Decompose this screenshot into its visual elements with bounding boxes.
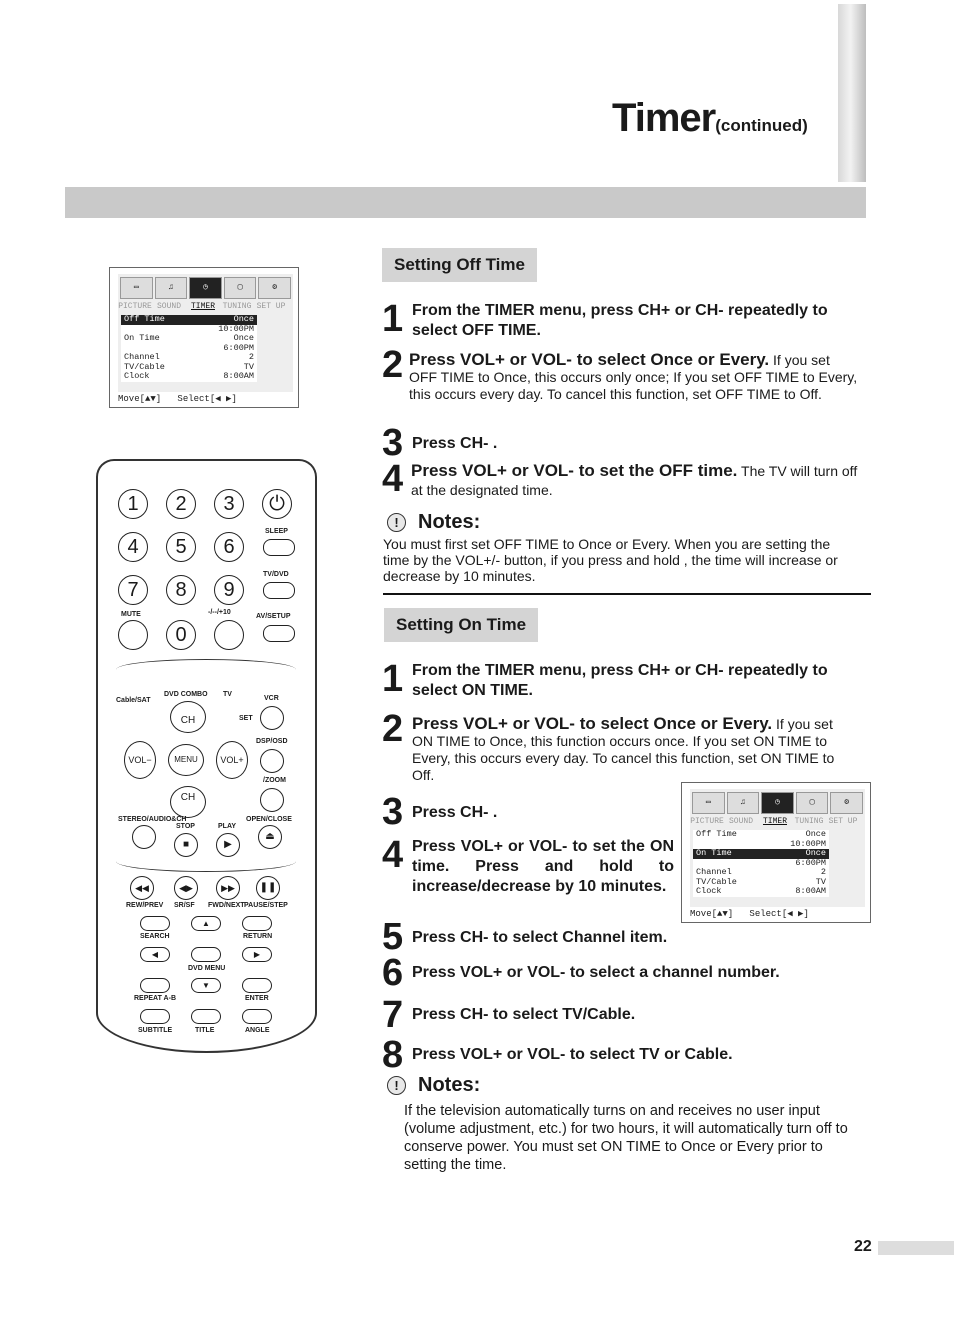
digit-6-button[interactable]: 6 <box>214 532 244 562</box>
stop-label: STOP <box>176 823 195 830</box>
ch-down-button[interactable]: CH <box>170 786 206 818</box>
avsetup-button[interactable] <box>263 625 295 642</box>
pause-icon[interactable]: ❚❚ <box>256 876 280 900</box>
header-decor-bar <box>838 4 866 182</box>
osd-row: On Time Once <box>693 849 829 859</box>
osd-row: Channel 2 <box>124 352 254 362</box>
fwdnext-label: FWD/NEXT <box>208 902 245 909</box>
tab-picture: PICTURE <box>690 817 724 826</box>
up-arrow-icon[interactable]: ▲ <box>191 916 221 931</box>
stop-icon[interactable]: ■ <box>174 833 198 857</box>
title-continued: (continued) <box>715 116 808 135</box>
srsf-label: SR/SF <box>174 902 195 909</box>
enter-label: ENTER <box>245 995 269 1002</box>
sound-icon: ♫ <box>727 792 760 814</box>
osd-row: 6:00PM <box>223 342 254 353</box>
tuning-icon: ▢ <box>796 792 829 814</box>
tab-timer: TIMER <box>190 302 215 311</box>
set-button[interactable] <box>260 706 284 730</box>
tvdvd-button[interactable] <box>263 582 295 599</box>
digit-4-button[interactable]: 4 <box>118 532 148 562</box>
dvdmenu-button[interactable] <box>191 947 221 962</box>
tab-sound: SOUND <box>728 817 753 826</box>
repeat-button[interactable] <box>140 978 170 993</box>
on-step-8: Press VOL+ or VOL- to select TV or Cable. <box>412 1046 733 1063</box>
stereo-button[interactable] <box>132 825 156 849</box>
on-step-num: 2 <box>382 708 404 750</box>
search-button[interactable] <box>140 916 170 931</box>
digit-3-button[interactable]: 3 <box>214 489 244 519</box>
digit-8-button[interactable]: 8 <box>166 575 196 605</box>
osd-row: 6:00PM <box>795 857 826 868</box>
ch-up-button[interactable]: CH <box>170 701 206 733</box>
tab-setup: SET UP <box>256 302 286 311</box>
on-step-num: 6 <box>382 952 404 994</box>
digit-5-button[interactable]: 5 <box>166 532 196 562</box>
timer-icon: ◷ <box>761 792 794 814</box>
on-step-num: 1 <box>382 658 404 700</box>
osd-footer-move: Move[▲▼] <box>690 909 734 919</box>
on-step-2: Press VOL+ or VOL- to select Once or Every. If you set ON TIME to Once, this function occurs once. If you set ON TIME to Every, this occurs every day. To cancel this function, set ON TIME to Off. <box>412 714 835 783</box>
repeat-label: REPEAT A-B <box>134 995 176 1002</box>
notes-icon: ! <box>387 1076 406 1095</box>
dvdmenu-label: DVD MENU <box>188 965 226 972</box>
osd-row: Channel 2 <box>696 867 826 877</box>
srsf-icon[interactable]: ◀▶ <box>174 876 198 900</box>
tab-setup: SET UP <box>828 817 858 826</box>
down-arrow-icon[interactable]: ▼ <box>191 978 221 993</box>
digit-9-button[interactable]: 9 <box>214 575 244 605</box>
on-step-1: From the TIMER menu, press CH+ or CH- repeatedly to select ON TIME. <box>412 662 828 699</box>
osd-row: 10:00PM <box>218 323 254 334</box>
tab-timer: TIMER <box>762 817 787 826</box>
tuning-icon: ▢ <box>224 277 257 299</box>
search-label: SEARCH <box>140 933 170 940</box>
eject-icon[interactable]: ⏏ <box>258 825 282 849</box>
osd-row: Off Time Once <box>121 315 257 325</box>
notes-icon: ! <box>387 513 406 532</box>
menu-button[interactable]: MENU <box>168 744 204 776</box>
off-step-4: Press VOL+ or VOL- to set the OFF time. The TV will turn off at the designated time. <box>411 461 858 498</box>
on-step-num: 5 <box>382 916 404 958</box>
osd-footer-select: Select[◀ ▶] <box>177 394 237 404</box>
on-step-7: Press CH- to select TV/Cable. <box>412 1006 636 1023</box>
on-step-5: Press CH- to select Channel item. <box>412 929 668 946</box>
osd-row: On Time Once <box>124 333 254 343</box>
off-step-3: Press CH- . <box>412 435 498 452</box>
timer-icon: ◷ <box>189 277 222 299</box>
power-icon[interactable]: ⏻ <box>262 489 292 519</box>
vcr-label: VCR <box>264 695 279 702</box>
osd-row: 10:00PM <box>790 838 826 849</box>
vol-up-button[interactable]: VOL+ <box>216 741 248 779</box>
enter-button[interactable] <box>242 978 272 993</box>
sound-icon: ♫ <box>155 277 188 299</box>
on-step-num: 3 <box>382 791 404 833</box>
right-arrow-icon[interactable]: ▶ <box>242 947 272 962</box>
vol-down-button[interactable]: VOL− <box>124 741 156 779</box>
dvdcombo-label: DVD COMBO <box>164 691 208 698</box>
osd-row: Off Time Once <box>696 829 826 839</box>
dsposd-label: DSP/OSD <box>256 738 288 745</box>
section-divider <box>383 593 871 595</box>
openclose-label: OPEN/CLOSE <box>246 816 292 823</box>
dsposd-button[interactable] <box>260 749 284 773</box>
osd-footer-move: Move[▲▼] <box>118 394 162 404</box>
osd-row: TV/Cable TV <box>124 361 254 372</box>
on-step-num: 7 <box>382 994 404 1036</box>
tvdvd-label: TV/DVD <box>263 571 289 578</box>
pausestep-label: PAUSE/STEP <box>244 902 288 909</box>
left-arrow-icon[interactable]: ◀ <box>140 947 170 962</box>
sleep-button[interactable] <box>263 539 295 556</box>
remote-control <box>96 459 317 1053</box>
on-step-6: Press VOL+ or VOL- to select a channel number. <box>412 964 780 981</box>
on-step-4: Press VOL+ or VOL- to set the ON time. Press and hold to increase/decrease by 10 minutes. <box>412 838 674 895</box>
title-button[interactable] <box>191 1009 221 1024</box>
off-step-1: From the TIMER menu, press CH+ or CH- repeatedly to select OFF TIME. <box>412 302 828 339</box>
tab-tuning: TUNING <box>794 817 824 826</box>
zoom-label: /ZOOM <box>263 777 286 784</box>
plus10-button[interactable] <box>214 620 244 650</box>
zoom-button[interactable] <box>260 788 284 812</box>
on-step-num: 4 <box>382 834 404 876</box>
tab-tuning: TUNING <box>222 302 252 311</box>
subtitle-button[interactable] <box>140 1009 170 1024</box>
on-notes-title: Notes: <box>418 1074 481 1096</box>
off-section-heading: Setting Off Time <box>382 248 537 282</box>
osd-row: Clock 8:00AM <box>696 886 826 896</box>
title-label: TITLE <box>195 1027 215 1034</box>
rewprev-label: REW/PREV <box>126 902 164 909</box>
mute-button[interactable] <box>118 620 148 650</box>
osd-screen-on <box>681 782 871 923</box>
play-icon[interactable]: ▶ <box>216 833 240 857</box>
on-notes-text: If the television automatically turns on and receives no user input (volume adjustment, etc.) for two hours, it will automatically turn off to conserve power. You must set ON TIME to Once or Every prior to setting the time. <box>404 1103 848 1173</box>
stereo-label: STEREO/AUDIO&CH <box>118 816 187 823</box>
tv-label: TV <box>223 691 232 698</box>
osd-footer-select: Select[◀ ▶] <box>749 909 809 919</box>
digit-7-button[interactable]: 7 <box>118 575 148 605</box>
digit-0-button[interactable]: 0 <box>166 620 196 650</box>
set-label: SET <box>239 715 253 722</box>
subtitle-label: SUBTITLE <box>138 1027 173 1034</box>
return-button[interactable] <box>242 916 272 931</box>
off-notes-title: Notes: <box>418 511 481 533</box>
cablesat-label: Cable/SAT <box>116 697 151 704</box>
section-band <box>65 187 866 218</box>
off-notes-text: You must first set OFF TIME to Once or Every. When you are setting the time by the VOL+/- button, if you press and hold , the time will increase or decrease by 10 minutes. <box>383 536 838 584</box>
page-number: 22 <box>854 1238 872 1255</box>
tab-sound: SOUND <box>156 302 181 311</box>
sleep-label: SLEEP <box>265 528 288 535</box>
on-section-heading: Setting On Time <box>384 608 538 642</box>
play-label: PLAY <box>218 823 237 830</box>
osd-screen-off <box>109 267 299 408</box>
on-step-num: 8 <box>382 1034 404 1076</box>
setup-icon: ⚙ <box>830 792 863 814</box>
plus10-label: -/--/+10 <box>208 609 231 616</box>
angle-button[interactable] <box>242 1009 272 1024</box>
tab-picture: PICTURE <box>118 302 152 311</box>
on-step-3: Press CH- . <box>412 804 498 821</box>
osd-row: TV/Cable TV <box>696 876 826 887</box>
angle-label: ANGLE <box>245 1027 270 1034</box>
page-title: Timer(continued) <box>612 96 808 140</box>
digit-1-button[interactable]: 1 <box>118 489 148 519</box>
return-label: RETURN <box>243 933 273 940</box>
mute-label: MUTE <box>121 611 141 618</box>
page-number-bar <box>878 1241 954 1255</box>
digit-2-button[interactable]: 2 <box>166 489 196 519</box>
osd-row: Clock 8:00AM <box>124 371 254 381</box>
off-step-num: 1 <box>382 298 404 340</box>
off-step-num: 2 <box>382 344 404 386</box>
setup-icon: ⚙ <box>258 277 291 299</box>
avsetup-label: AV/SETUP <box>256 613 291 620</box>
rewind-icon[interactable]: ◀◀ <box>130 876 154 900</box>
forward-icon[interactable]: ▶▶ <box>216 876 240 900</box>
picture-icon: ▭ <box>692 792 725 814</box>
off-step-2: Press VOL+ or VOL- to select Once or Every. If you set OFF TIME to Once, this occurs only once; If you set OFF TIME to Every, this occurs every day. To cancel this function, set OFF TIME to Off. <box>409 350 858 402</box>
picture-icon: ▭ <box>120 277 153 299</box>
off-step-num: 4 <box>382 458 404 500</box>
off-step-num: 3 <box>382 422 404 464</box>
